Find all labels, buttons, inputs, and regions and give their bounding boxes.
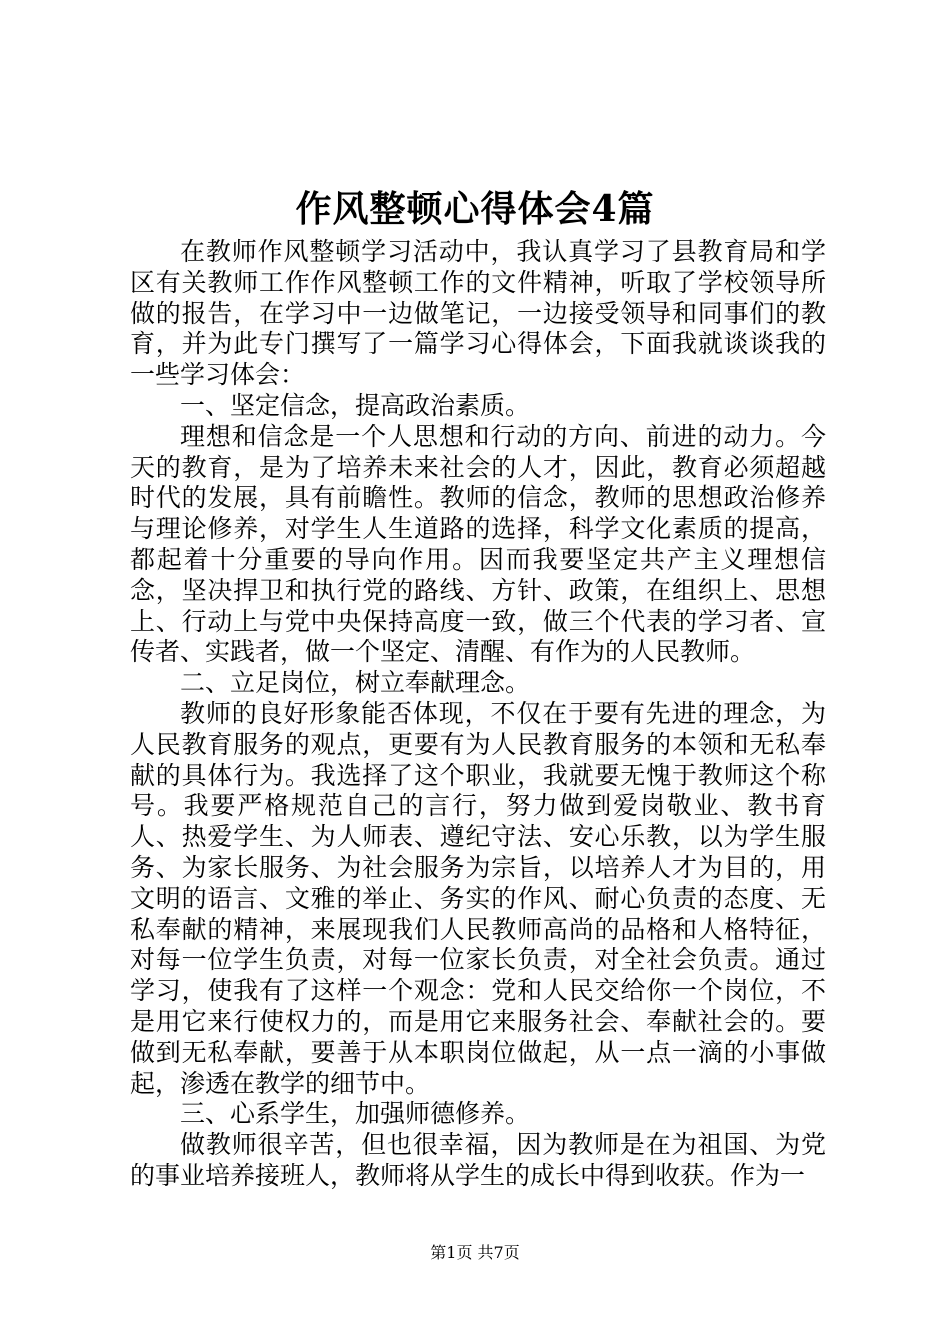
paragraph-section-3: 做教师很辛苦，但也很幸福，因为教师是在为祖国、为党的事业培养接班人，教师将从学生的成长中得到收获。作为一 [130,1130,826,1190]
section-heading-2: 二、立足岗位，树立奉献理念。 [180,668,531,698]
paragraph-section-1: 理想和信念是一个人思想和行动的方向、前进的动力。今天的教育，是为了培养未来社会的人才，因此，教育必须超越时代的发展，具有前瞻性。教师的信念，教师的思想政治修养与理论修养，对学生人生道路的选择，科学文化素质的提高，都起着十分重要的导向作用。因而我要坚定共产主义理想信念，坚决捍卫和执行党的路线、方针、政策，在组织上、思想上、行动上与党中央保持高度一致，做三个代表的学习者、宣传者、实践者，做一个坚定、清醒、有作为的人民教师。 [130,421,826,667]
document-title: 作风整顿心得体会4篇 [295,188,655,230]
document-body [130,237,826,1192]
paragraph-intro: 在教师作风整顿学习活动中，我认真学习了县教育局和学区有关教师工作作风整顿工作的文件精神，听取了学校领导所做的报告，在学习中一边做笔记，一边接受领导和同事们的教育，并为此专门撰写了一篇学习心得体会，下面我就谈谈我的一些学习体会： [130,237,826,390]
section-heading-3: 三、心系学生，加强师德修养。 [180,1099,531,1129]
section-heading-1: 一、坚定信念，提高政治素质。 [180,390,531,420]
page-footer: 第1页 共7页 [430,1243,520,1262]
paragraph-section-2: 教师的良好形象能否体现，不仅在于要有先进的理念，为人民教育服务的观点，更要有为人民教育服务的本领和无私奉献的具体行为。我选择了这个职业，我就要无愧于教师这个称号。我要严格规范自己的言行，努力做到爱岗敬业、教书育人、热爱学生、为人师表、遵纪守法、安心乐教，以为学生服务、为家长服务、为社会服务为宗旨，以培养人才为目的，用文明的语言、文雅的举止、务实的作风、耐心负责的态度、无私奉献的精神，来展现我们人民教师高尚的品格和人格特征，对每一位学生负责，对每一位家长负责，对全社会负责。通过学习，使我有了这样一个观念：党和人民交给你一个岗位，不是用它来行使权力的，而是用它来服务社会、奉献社会的。要做到无私奉献，要善于从本职岗位做起，从一点一滴的小事做起，渗透在教学的细节中。 [130,698,826,1098]
